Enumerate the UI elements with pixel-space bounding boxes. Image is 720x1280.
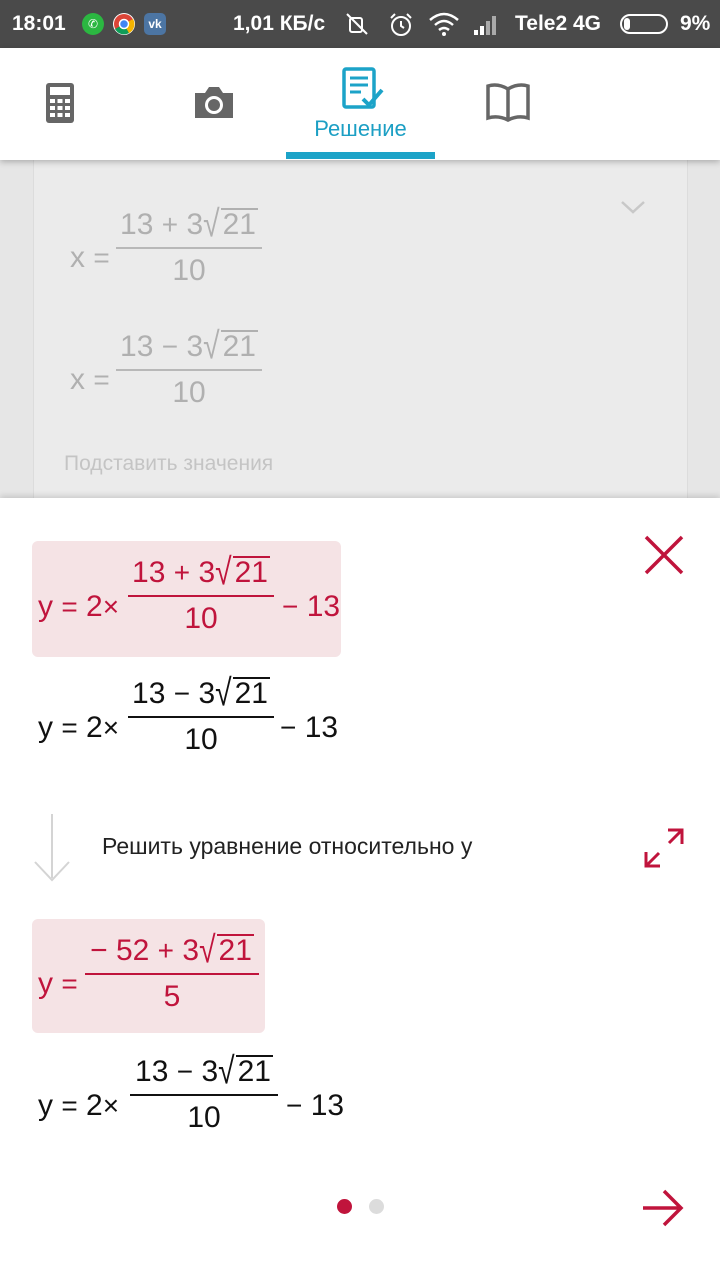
status-speed: 1,01 КБ/с	[233, 12, 326, 35]
sheet-eq1-fraction: 13 + 3√ 21 10	[128, 556, 274, 636]
next-arrow-icon[interactable]	[640, 1188, 686, 1233]
res1-fraction: − 52 + 3√ 21 5	[85, 934, 259, 1014]
sheet-eq2-tail: − 13	[280, 711, 339, 744]
vk-icon: vk	[144, 13, 166, 35]
step-description: Решить уравнение относительно y	[102, 833, 473, 859]
bg-eq1-fraction: 13 + 3√ 21 10	[116, 208, 262, 288]
bg-eq2-lhs: x =	[70, 363, 110, 396]
wifi-icon	[428, 12, 460, 42]
signal-icon	[472, 12, 502, 42]
expand-icon[interactable]	[642, 826, 686, 875]
status-battery: 9%	[680, 12, 711, 35]
substitute-values-label[interactable]: Подставить значения	[64, 452, 274, 475]
status-bar	[0, 0, 720, 48]
tab-calculator[interactable]	[0, 48, 125, 160]
tab-solution[interactable]	[286, 48, 435, 160]
solution-icon	[341, 66, 385, 117]
book-icon	[485, 82, 531, 127]
res2-tail: − 13	[286, 1089, 345, 1122]
page-dot-1[interactable]	[337, 1199, 352, 1214]
status-carrier: Tele2 4G	[515, 12, 601, 35]
page-dot-2[interactable]	[369, 1199, 384, 1214]
sheet-eq2-lhs: y = 2×	[38, 711, 120, 744]
arrow-down-icon	[32, 812, 72, 889]
active-tab-indicator	[286, 152, 435, 159]
whatsapp-icon: ✆	[82, 13, 104, 35]
tab-bar	[0, 48, 720, 160]
alarm-icon	[388, 12, 414, 44]
camera-icon	[192, 84, 236, 125]
res2-fraction: 13 − 3√ 21 10	[130, 1055, 278, 1135]
status-time: 18:01	[12, 12, 66, 35]
res2-lhs: y = 2×	[38, 1089, 120, 1122]
bg-eq1-lhs: x =	[70, 241, 110, 274]
chevron-down-icon[interactable]	[620, 200, 646, 221]
close-icon[interactable]	[642, 533, 686, 582]
chrome-icon	[113, 13, 135, 35]
res1-lhs: y =	[38, 967, 78, 1000]
bg-eq2-fraction: 13 − 3√ 21 10	[116, 330, 262, 410]
sheet-eq2-fraction: 13 − 3√ 21 10	[128, 677, 274, 757]
tab-solution-label: Решение	[314, 116, 407, 141]
tab-camera[interactable]	[150, 48, 275, 160]
mute-icon	[345, 12, 371, 42]
sheet-eq1-tail: − 13	[282, 590, 341, 623]
sheet-eq1-lhs: y = 2×	[38, 590, 120, 623]
tab-book[interactable]	[460, 48, 585, 160]
battery-icon	[620, 13, 672, 41]
calculator-icon	[45, 82, 75, 129]
